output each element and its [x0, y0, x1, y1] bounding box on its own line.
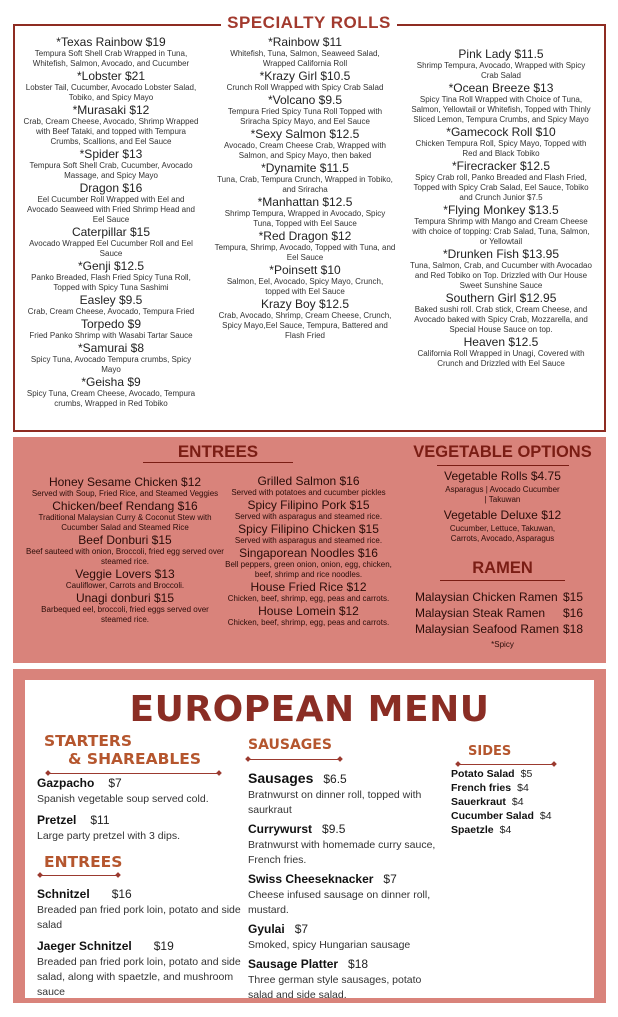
side-name: Sauerkraut [451, 796, 506, 808]
menu-item-name: Pretzel [37, 813, 77, 827]
entree-description: Served with asparagus and steamed rice. [234, 536, 383, 545]
side-name: Potato Salad [451, 768, 515, 780]
roll-description: Fried Panko Shrimp with Wasabi Tartar Sauce [29, 331, 193, 340]
sides-list [451, 767, 591, 837]
roll-name: Southern Girl $12.95 [445, 291, 557, 305]
menu-item-header [248, 955, 448, 973]
ramen-item [415, 589, 600, 605]
entree-name: House Lomein $12 [258, 604, 359, 618]
menu-item-description: Breaded pan fried pork loin, potato and side salad, along with spaetzle, and mushroom sauce [37, 956, 241, 998]
spicy-note: *Spicy [491, 640, 514, 649]
entrees-left-column [25, 476, 225, 626]
ramen-name: Malaysian Seafood Ramen [415, 622, 560, 636]
menu-item-description: Cheese infused sausage on dinner roll, mustard. [248, 889, 431, 916]
menu-item-header [248, 870, 448, 888]
roll-item [22, 226, 200, 259]
european-menu-panel [25, 680, 594, 1001]
roll-description: Salmon, Eel, Avocado, Spicy Mayo, Crunch, topped with Eel Sauce [226, 277, 384, 296]
roll-description: Spicy Tina Roll Wrapped with Choice of Tuna, Salmon, Yellowtail or Whitefish, Topped with Thinly Sliced Lemon, Tempura Crumbs, and Spicy Mayo [411, 95, 591, 124]
ramen-divider [440, 580, 565, 581]
starters-block [44, 732, 239, 775]
menu-item-price: $7 [108, 776, 122, 790]
rolls-column-3 [410, 48, 592, 370]
rolls-column-2 [214, 36, 396, 342]
roll-description: Crunch Roll Wrapped with Spicy Crab Salad [226, 83, 384, 92]
roll-item [22, 294, 200, 317]
menu-item-name: Swiss Cheeseknacker [248, 872, 374, 886]
roll-item [214, 196, 396, 229]
roll-description: Whitefish, Tuna, Salmon, Seaweed Salad, Wrapped California Roll [230, 49, 380, 68]
entree-description: Chicken, beef, shrimp, egg, peas and carrots. [227, 618, 390, 627]
entree-item [25, 476, 225, 499]
vegetable-name: Vegetable Rolls $4.75 [444, 469, 561, 483]
entree-description: Bell peppers, green onion, onion, egg, chicken, beef, shrimp and rice noodles. [225, 560, 392, 579]
entree-item [221, 581, 396, 604]
specialty-rolls-header [0, 12, 618, 34]
menu-item-description: Breaded pan fried pork loin, potato and side salad [37, 904, 241, 931]
roll-item [22, 104, 200, 147]
rolls-column-1 [22, 36, 200, 410]
menu-item-name: Schnitzel [37, 887, 90, 901]
menu-item [37, 885, 249, 933]
roll-item [214, 70, 396, 93]
roll-name: *Firecracker $12.5 [451, 159, 551, 173]
roll-item [214, 36, 396, 69]
entree-name: Veggie Lovers $13 [75, 567, 175, 581]
roll-item [22, 36, 200, 69]
sausages-list [248, 769, 448, 1005]
menu-item-header [37, 885, 249, 903]
roll-name: *Drunken Fish $13.95 [442, 247, 560, 261]
roll-name: *Krazy Girl $10.5 [259, 69, 351, 83]
roll-item [410, 204, 592, 247]
entree-item [25, 568, 225, 591]
menu-item-description: Smoked, spicy Hungarian sausage [248, 939, 411, 951]
sides-ornament [456, 762, 556, 766]
menu-item-price: $19 [153, 939, 174, 953]
roll-name: *Dynamite $11.5 [261, 161, 349, 175]
roll-item [214, 298, 396, 341]
menu-item-price: $7 [294, 922, 309, 936]
menu-item-price: $9.5 [322, 822, 346, 836]
menu-item-name: Currywurst [248, 822, 313, 836]
roll-description: Tempura Soft Shell Crab Wrapped in Tuna, Whitefish, Salmon, Avocado, and Cucumber [32, 49, 190, 68]
roll-description: Chicken Tempura Roll, Spicy Mayo, Topped with Red and Black Tobiko [415, 139, 587, 158]
roll-name: *Spider $13 [79, 147, 143, 161]
roll-item [410, 126, 592, 159]
menu-item-price: $18 [348, 957, 369, 971]
european-menu-section [13, 669, 606, 1003]
roll-name: Caterpillar $15 [71, 225, 151, 239]
vegetable-divider [437, 465, 569, 466]
menu-item-price: $11 [90, 813, 110, 827]
roll-item [214, 94, 396, 127]
roll-description: Tempura Fried Spicy Tuna Roll Topped with Sriracha Spicy Mayo, and Eel Sauce [227, 107, 383, 126]
side-name: Spaetzle [451, 824, 494, 836]
side-price: $4 [511, 796, 524, 808]
roll-name: Torpedo $9 [80, 317, 142, 331]
roll-name: *Volcano $9.5 [267, 93, 343, 107]
entree-item [221, 523, 396, 546]
side-item [451, 781, 591, 795]
roll-description: Tempura Shrimp with Mango and Cream Cheese with choice of topping: Crab Salad, Tuna, Salmon, or Yellowtail [412, 217, 590, 246]
side-price: $4 [499, 824, 512, 836]
entrees-right-column [221, 475, 396, 629]
roll-item [410, 292, 592, 335]
menu-item [248, 955, 448, 1003]
menu-item-description: Large party pretzel with 3 dips. [37, 830, 180, 842]
roll-name: *Manhattan $12.5 [257, 195, 353, 209]
roll-item [22, 342, 200, 375]
roll-description: Baked sushi roll. Crab stick, Cream Cheese, and Avocado baked with Spicy Crab, Mozzarella, and Special House Sauce on top. [414, 305, 588, 334]
roll-description: Avocado, Cream Cheese Crab, Wrapped with Salmon, and Spicy Mayo, then baked [223, 141, 386, 160]
starters-list [37, 774, 247, 848]
roll-description: Tuna, Crab, Tempura Crunch, Wrapped in Tobiko, and Sriracha [217, 175, 393, 194]
ramen-item [415, 605, 600, 621]
entree-description: Served with Soup, Fried Rice, and Steamed Veggies [31, 489, 219, 498]
entree-name: House Fried Rice $12 [250, 580, 367, 594]
entree-item [25, 534, 225, 567]
entree-description: Beef sauteed with onion, Broccoli, fried egg served over steamed rice. [26, 547, 224, 566]
menu-item-description: Spanish vegetable soup served cold. [37, 793, 209, 805]
entrees-title: ENTREES [177, 442, 259, 461]
entree-item [25, 592, 225, 625]
entree-item [221, 475, 396, 498]
side-item [451, 809, 591, 823]
sausages-ornament [246, 757, 342, 761]
menu-item-header [248, 769, 448, 788]
sides-block [456, 744, 576, 766]
ramen-title: RAMEN [472, 559, 533, 577]
roll-name: *Ocean Breeze $13 [448, 81, 554, 95]
ramen-name: Malaysian Chicken Ramen [415, 590, 558, 604]
roll-item [22, 376, 200, 409]
entree-name: Singaporean Noodles $16 [239, 546, 378, 560]
menu-item [37, 774, 247, 807]
roll-name: *Geisha $9 [81, 375, 141, 389]
entree-name: Chicken/beef Rendang $16 [52, 499, 198, 513]
menu-item-name: Jaeger Schnitzel [37, 939, 132, 953]
entree-description: Barbequed eel, broccoli, fried eggs served over steamed rice. [41, 605, 209, 624]
menu-item-header [37, 937, 249, 955]
roll-name: *Rainbow $11 [268, 35, 342, 49]
roll-name: Heaven $12.5 [463, 335, 539, 349]
menu-item [248, 870, 448, 918]
roll-item [410, 48, 592, 81]
sides-title: SIDES [468, 744, 512, 759]
menu-item-description: Bratnwurst with homemade curry sauce, French fries. [248, 839, 436, 866]
ramen-name: Malaysian Steak Ramen [415, 606, 546, 620]
roll-item [22, 182, 200, 225]
vegetable-description: Asparagus | Avocado Cucumber | Takuwan [445, 485, 560, 504]
roll-name: Krazy Boy $12.5 [260, 297, 350, 311]
entrees-header [143, 442, 293, 463]
roll-name: *Samurai $8 [77, 341, 145, 355]
roll-description: Tempura, Shrimp, Avocado, Topped with Tuna, and Eel Sauce [214, 243, 396, 262]
side-price: $4 [539, 810, 552, 822]
roll-description: Shrimp Tempura, Avocado, Wrapped with Spicy Crab Salad [416, 61, 586, 80]
roll-item [214, 162, 396, 195]
roll-description: Crab, Avocado, Shrimp, Cream Cheese, Crunch, Spicy Mayo,Eel Sauce, Tempura, Battered and Flash Fried [218, 311, 392, 340]
menu-item-name: Sausage Platter [248, 957, 339, 971]
roll-name: *Murasaki $12 [72, 103, 150, 117]
roll-item [22, 318, 200, 341]
euro-entrees-title: ENTREES [44, 853, 123, 871]
ramen-price: $15 [563, 590, 584, 604]
roll-description: California Roll Wrapped in Unagi, Covered with Crunch and Drizzled with Eel Sauce [417, 349, 585, 368]
roll-item [22, 70, 200, 103]
side-name: French fries [451, 782, 512, 794]
entree-name: Unagi donburi $15 [75, 591, 175, 605]
side-price: $4 [517, 782, 529, 794]
menu-item-header [248, 920, 448, 938]
menu-item-price: $7 [383, 872, 397, 886]
euro-entrees-block [44, 853, 154, 877]
menu-item-price: $16 [111, 887, 132, 901]
roll-name: Pink Lady $11.5 [458, 47, 544, 61]
roll-description: Tempura Soft Shell Crab, Cucumber, Avocado Massage, and Spicy Mayo [29, 161, 193, 180]
entree-description: Served with potatoes and cucumber pickles [231, 488, 386, 497]
roll-item [410, 336, 592, 369]
roll-name: *Sexy Salmon $12.5 [250, 127, 360, 141]
sausages-block [248, 737, 368, 761]
ramen-price: $16 [563, 606, 584, 620]
menu-item-description: Bratnwurst on dinner roll, topped with saurkraut [248, 789, 422, 816]
entrees-vegetable-ramen-section [13, 437, 606, 663]
roll-description: Crab, Cream Cheese, Avocado, Tempura Fried [27, 307, 195, 316]
entree-item [221, 499, 396, 522]
menu-item-name: Gazpacho [37, 776, 95, 790]
roll-name: *Lobster $21 [76, 69, 146, 83]
sausages-title: SAUSAGES [248, 737, 332, 753]
menu-item-description: Three german style sausages, potato salad and side salad. [248, 974, 422, 1001]
side-item [451, 795, 591, 809]
ramen-price: $18 [563, 622, 584, 636]
roll-item [410, 248, 592, 291]
roll-name: *Gamecock Roll $10 [446, 125, 556, 139]
european-menu-title: EUROPEAN MENU [129, 689, 490, 730]
side-item [451, 823, 591, 837]
roll-description: Lobster Tail, Cucumber, Avocado Lobster Salad, Tobiko, and Spicy Mayo [25, 83, 197, 102]
side-name: Cucumber Salad [451, 810, 534, 822]
vegetable-item [405, 509, 600, 544]
entree-name: Grilled Salmon $16 [257, 474, 360, 488]
roll-description: Spicy Crab roll, Panko Breaded and Flash Fried, Topped with Spicy Crab Salad, Eel Sauce, Tobiko and Crunch Junior $7.5 [413, 173, 589, 202]
starters-title: STARTERS [44, 732, 133, 750]
menu-item [37, 937, 249, 1000]
roll-description: Eel Cucumber Roll Wrapped with Eel and Avocado Seaweed with Fried Shrimp Head and Eel Sauce [27, 195, 195, 224]
menu-item-name: Sausages [248, 770, 314, 786]
entree-name: Honey Sesame Chicken $12 [48, 475, 202, 489]
roll-item [214, 128, 396, 161]
menu-item-name: Gyulai [248, 922, 285, 936]
entree-description: Served with asparagus and steamed rice. [234, 512, 383, 521]
roll-name: *Genji $12.5 [77, 259, 145, 273]
roll-item [22, 260, 200, 293]
euro-entrees-list [37, 885, 249, 1004]
menu-item-header [37, 811, 247, 829]
roll-name: Dragon $16 [79, 181, 143, 195]
entree-name: Spicy Filipino Pork $15 [247, 498, 370, 512]
ramen [405, 558, 600, 650]
roll-description: Panko Breaded, Flash Fried Spicy Tuna Roll, Topped with Spicy Tuna Sashimi [31, 273, 191, 292]
roll-description: Tuna, Salmon, Crab, and Cucumber with Avocadao and Red Tobiko on Top. Drizzled with Our House Sweet Sunshine Sauce [410, 261, 592, 290]
vegetable-title: VEGETABLE OPTIONS [413, 443, 592, 461]
entree-item [25, 500, 225, 533]
roll-name: *Poinsett $10 [269, 263, 341, 277]
menu-item-price: $6.5 [323, 772, 347, 786]
roll-item [214, 264, 396, 297]
entree-description: Cauliflower, Carrots and Broccoli. [65, 581, 185, 590]
shareables-title: & SHAREABLES [68, 750, 202, 768]
side-price: $5 [520, 768, 533, 780]
entree-item [221, 547, 396, 580]
roll-item [410, 82, 592, 125]
menu-item-header [37, 774, 247, 792]
roll-item [22, 148, 200, 181]
vegetable-options [405, 442, 600, 548]
specialty-rolls-title: SPECIALTY ROLLS [221, 12, 397, 34]
roll-name: Easley $9.5 [79, 293, 143, 307]
entree-description: Chicken, beef, shrimp, egg, peas and carrots. [227, 594, 390, 603]
roll-description: Avocado Wrapped Eel Cucumber Roll and Eel Sauce [29, 239, 193, 258]
roll-description: Spicy Tuna, Cream Cheese, Avocado, Tempura crumbs, Wrapped in Red Tobiko [26, 389, 196, 408]
menu-item [248, 820, 448, 868]
entrees-divider [143, 462, 293, 463]
menu-item [37, 811, 247, 844]
menu-item [248, 769, 448, 818]
roll-name: *Flying Monkey $13.5 [443, 203, 559, 217]
ramen-list [405, 589, 600, 637]
entree-name: Beef Donburi $15 [78, 533, 172, 547]
ramen-item [415, 621, 600, 637]
entree-name: Spicy Filipino Chicken $15 [238, 522, 379, 536]
vegetable-list [405, 470, 600, 544]
menu-item [248, 920, 448, 953]
roll-item [214, 230, 396, 263]
vegetable-name: Vegetable Deluxe $12 [443, 508, 562, 522]
roll-name: *Red Dragon $12 [258, 229, 352, 243]
roll-description: Shrimp Tempura, Wrapped in Avocado, Spicy Tuna, Topped with Eel Sauce [224, 209, 386, 228]
entree-description: Traditional Malaysian Curry & Coconut Stew with Cucumber Salad and Steamed Rice [38, 513, 212, 532]
menu-item-header [248, 820, 448, 838]
roll-item [410, 160, 592, 203]
euro-entrees-ornament [38, 873, 120, 877]
roll-description: Spicy Tuna, Avocado Tempura crumbs, Spicy Mayo [30, 355, 192, 374]
vegetable-item [405, 470, 600, 505]
side-item [451, 767, 591, 781]
vegetable-description: Cucumber, Lettuce, Takuwan, Carrots, Avocado, Asparagus [449, 524, 556, 543]
entree-item [221, 605, 396, 628]
roll-description: Crab, Cream Cheese, Avocado, Shrimp Wrapped with Beef Tataki, and topped with Tempura Crumbs, Scallions, and Eel Sauce [23, 117, 199, 146]
roll-name: *Texas Rainbow $19 [56, 35, 166, 49]
